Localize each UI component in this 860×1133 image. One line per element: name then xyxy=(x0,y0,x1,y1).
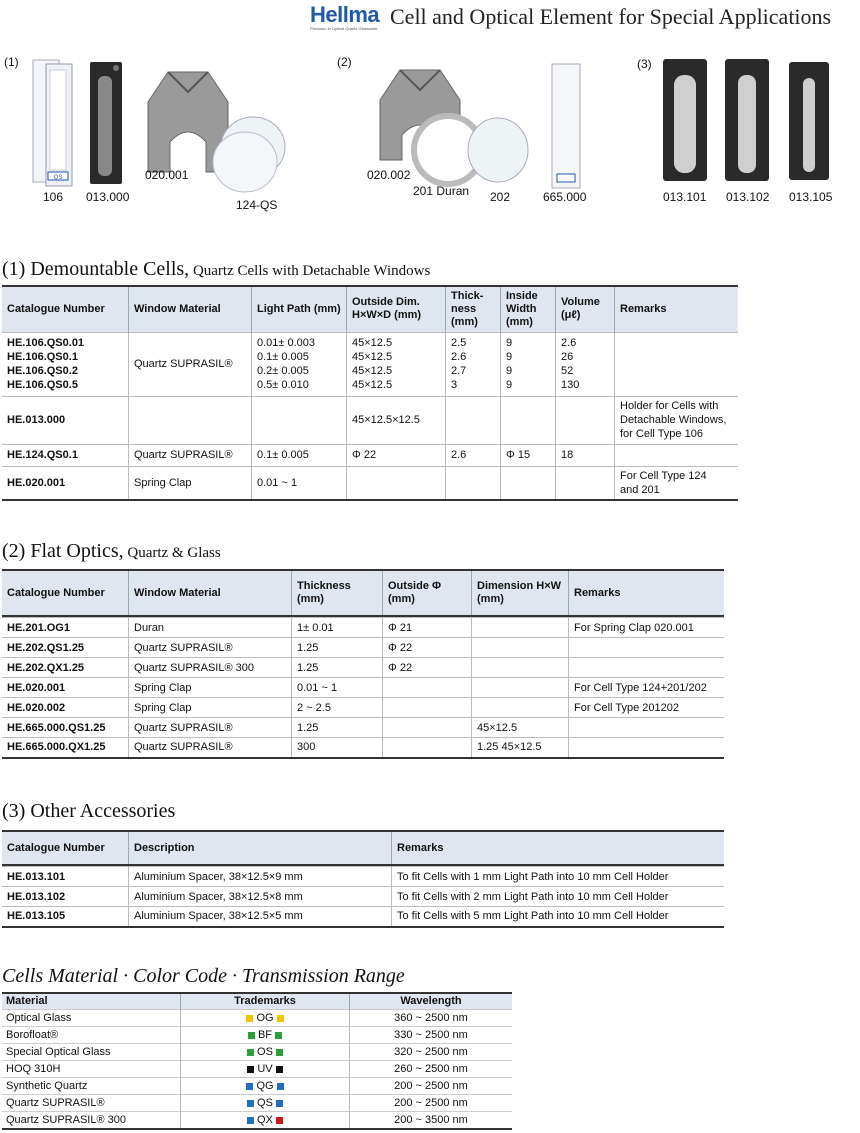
s2-mat: Quartz SUPRASIL® 300 xyxy=(129,658,292,678)
s3-cat: HE.013.105 xyxy=(2,907,129,927)
caption-013102: 013.102 xyxy=(726,190,770,204)
s1-rem: For Cell Type 124 and 201 xyxy=(615,466,739,500)
s1-rem: Holder for Cells with Detachable Windows, for Cell Type 106 xyxy=(615,396,739,444)
s2-od: Φ 22 xyxy=(383,638,472,658)
s2-dim: 45×12.5 xyxy=(472,718,569,738)
caption-013105: 013.105 xyxy=(789,190,833,204)
s1-dim: Φ 22 xyxy=(347,444,446,466)
s2-od xyxy=(383,678,472,698)
disc-124qs-image xyxy=(205,112,295,197)
table-row xyxy=(2,658,724,678)
s1-iw xyxy=(501,466,556,500)
caption-106: 106 xyxy=(43,190,64,204)
s2-rem xyxy=(569,658,725,678)
color-swatch xyxy=(276,1049,283,1056)
material-name: Optical Glass xyxy=(2,1010,181,1027)
wavelength-range: 360 ~ 2500 nm xyxy=(350,1010,513,1027)
s2-mat: Quartz SUPRASIL® xyxy=(129,638,292,658)
s2-od: Φ 22 xyxy=(383,658,472,678)
section2-table xyxy=(2,569,724,617)
s2-rem xyxy=(569,638,725,658)
s2-dim xyxy=(472,698,569,718)
s2-dim xyxy=(472,658,569,678)
s3-desc: Aluminium Spacer, 38×12.5×5 mm xyxy=(129,907,392,927)
trademark-label: QS xyxy=(257,1097,273,1109)
material-name: HOQ 310H xyxy=(2,1061,181,1078)
color-swatch xyxy=(247,1049,254,1056)
s2-dim xyxy=(472,638,569,658)
table-row xyxy=(2,1044,512,1061)
s2-thk: 0.01 ~ 1 xyxy=(292,678,383,698)
s3-rem: To fit Cells with 1 mm Light Path into 10 mm Cell Holder xyxy=(392,867,725,887)
caption-020002: 020.002 xyxy=(367,168,411,182)
s1-iw: Φ 15 xyxy=(501,444,556,466)
table-row xyxy=(2,867,724,887)
table-row xyxy=(2,887,724,907)
s3-desc: Aluminium Spacer, 38×12.5×8 mm xyxy=(129,887,392,907)
s2-od xyxy=(383,738,472,758)
section2-subtitle: Quartz & Glass xyxy=(123,545,221,561)
s1-mat: Quartz SUPRASIL® xyxy=(129,332,252,396)
s2-cat: HE.020.001 xyxy=(2,678,129,698)
caption-013101: 013.101 xyxy=(663,190,707,204)
s3-rem: To fit Cells with 2 mm Light Path into 10 mm Cell Holder xyxy=(392,887,725,907)
s1-mat: Quartz SUPRASIL® xyxy=(129,444,252,466)
material-name: Special Optical Glass xyxy=(2,1044,181,1061)
s2-rem: For Cell Type 201202 xyxy=(569,698,725,718)
table-row xyxy=(2,618,724,638)
s2-mat: Spring Clap xyxy=(129,698,292,718)
material-name: Synthetic Quartz xyxy=(2,1078,181,1095)
s1-lp: 0.01± 0.003 0.1± 0.005 0.2± 0.005 0.5± 0.010 xyxy=(252,332,347,396)
caption-013000: 013.000 xyxy=(86,190,130,204)
s2-header-catalogue: Catalogue Number xyxy=(2,570,129,616)
s2-cat: HE.020.002 xyxy=(2,698,129,718)
s1-lp xyxy=(252,396,347,444)
s1-header-catalogue: Catalogue Number xyxy=(2,286,129,332)
cell-665000-image xyxy=(550,62,584,192)
s2-mat: Duran xyxy=(129,618,292,638)
table-row xyxy=(2,444,738,466)
table-row xyxy=(2,678,724,698)
s2-mat: Spring Clap xyxy=(129,678,292,698)
color-swatch xyxy=(247,1117,254,1124)
s2-header-window: Window Material xyxy=(129,570,292,616)
table-row xyxy=(2,907,724,927)
s2-cat: HE.202.QS1.25 xyxy=(2,638,129,658)
caption-665000: 665.000 xyxy=(543,190,587,204)
s1-iw xyxy=(501,396,556,444)
s2-header-thickness: Thickness (mm) xyxy=(292,570,383,616)
color-swatch xyxy=(276,1066,283,1073)
trademark-code xyxy=(181,1027,350,1044)
s2-od: Φ 21 xyxy=(383,618,472,638)
trademark-code xyxy=(181,1095,350,1112)
table-row xyxy=(2,1061,512,1078)
mat-header-wavelength: Wavelength xyxy=(350,993,513,1010)
s1-cat: HE.124.QS0.1 xyxy=(2,444,129,466)
s1-cat: HE.013.000 xyxy=(2,396,129,444)
s1-header-thickness: Thick-ness (mm) xyxy=(446,286,501,332)
s3-header-catalogue: Catalogue Number xyxy=(2,831,129,865)
trademark-code xyxy=(181,1112,350,1130)
wavelength-range: 200 ~ 2500 nm xyxy=(350,1078,513,1095)
table-row xyxy=(2,466,738,500)
s1-vol: 18 xyxy=(556,444,615,466)
trademark-code xyxy=(181,1061,350,1078)
table-row xyxy=(2,718,724,738)
trademark-code xyxy=(181,1044,350,1061)
wavelength-range: 260 ~ 2500 nm xyxy=(350,1061,513,1078)
s2-cat: HE.201.OG1 xyxy=(2,618,129,638)
s1-rem xyxy=(615,332,739,396)
s1-header-inside: Inside Width (mm) xyxy=(501,286,556,332)
s1-vol: 2.6 26 52 130 xyxy=(556,332,615,396)
spacer-013102-image xyxy=(722,55,772,185)
section1-title-main: (1) Demountable Cells, xyxy=(2,258,190,280)
wavelength-range: 200 ~ 2500 nm xyxy=(350,1095,513,1112)
table-row xyxy=(2,1010,512,1027)
cell-106-image xyxy=(28,58,76,188)
spacer-013105-image xyxy=(786,58,832,186)
section1-table xyxy=(2,285,738,501)
s1-thk: 2.6 xyxy=(446,444,501,466)
s3-header-description: Description xyxy=(129,831,392,865)
caption-124qs: 124-QS xyxy=(236,198,278,212)
materials-table xyxy=(2,992,512,1130)
s1-iw: 9 9 9 9 xyxy=(501,332,556,396)
color-swatch xyxy=(276,1100,283,1107)
section2-title-main: (2) Flat Optics, xyxy=(2,540,124,562)
s2-thk: 2 ~ 2.5 xyxy=(292,698,383,718)
caption-201-duran: 201 Duran xyxy=(413,184,470,198)
s1-thk: 2.5 2.6 2.7 3 xyxy=(446,332,501,396)
trademark-label: BF xyxy=(257,1029,273,1041)
color-swatch xyxy=(277,1015,284,1022)
s1-vol xyxy=(556,396,615,444)
s1-rem xyxy=(615,444,739,466)
wavelength-range: 200 ~ 3500 nm xyxy=(350,1112,513,1130)
materials-title: Cells Material · Color Code · Transmission Range xyxy=(2,965,405,987)
page-title: Cell and Optical Element for Special Applications xyxy=(390,4,832,29)
s2-rem: For Spring Clap 020.001 xyxy=(569,618,725,638)
s2-od xyxy=(383,718,472,738)
material-name: Borofloat® xyxy=(2,1027,181,1044)
s1-mat: Spring Clap xyxy=(129,466,252,500)
brand-tagline: Precision in Optical Quartz Glassware xyxy=(310,26,378,31)
s1-header-outside: Outside Dim. H×W×D (mm) xyxy=(347,286,446,332)
group-label-1: (1) xyxy=(4,55,19,69)
group-label-2: (2) xyxy=(337,55,352,69)
trademark-label: UV xyxy=(257,1063,273,1075)
color-swatch xyxy=(275,1032,282,1039)
s1-cat: HE.020.001 xyxy=(2,466,129,500)
s2-cat: HE.665.000.QX1.25 xyxy=(2,738,129,758)
color-swatch xyxy=(248,1032,255,1039)
s2-thk: 1.25 xyxy=(292,658,383,678)
s3-rem: To fit Cells with 5 mm Light Path into 10 mm Cell Holder xyxy=(392,907,725,927)
s1-thk xyxy=(446,396,501,444)
s2-cat: HE.665.000.QS1.25 xyxy=(2,718,129,738)
s1-vol xyxy=(556,466,615,500)
section2-title xyxy=(2,540,221,563)
trademark-code xyxy=(181,1010,350,1027)
s2-cat: HE.202.QX1.25 xyxy=(2,658,129,678)
group-label-3: (3) xyxy=(637,57,652,71)
color-swatch xyxy=(276,1117,283,1124)
s1-cat: HE.106.QS0.01 HE.106.QS0.1 HE.106.QS0.2 HE.106.QS0.5 xyxy=(2,332,129,396)
s1-lp: 0.01 ~ 1 xyxy=(252,466,347,500)
s2-thk: 1.25 xyxy=(292,718,383,738)
s1-dim xyxy=(347,466,446,500)
table-row xyxy=(2,396,738,444)
s1-dim: 45×12.5 45×12.5 45×12.5 45×12.5 xyxy=(347,332,446,396)
color-swatch xyxy=(247,1100,254,1107)
s3-cat: HE.013.102 xyxy=(2,887,129,907)
trademark-code xyxy=(181,1078,350,1095)
s2-mat: Quartz SUPRASIL® xyxy=(129,738,292,758)
color-swatch xyxy=(246,1015,253,1022)
material-name: Quartz SUPRASIL® xyxy=(2,1095,181,1112)
s2-thk: 1± 0.01 xyxy=(292,618,383,638)
s1-thk xyxy=(446,466,501,500)
s2-rem: For Cell Type 124+201/202 xyxy=(569,678,725,698)
table-row xyxy=(2,698,724,718)
table-row xyxy=(2,332,738,396)
s2-thk: 1.25 xyxy=(292,638,383,658)
s1-dim: 45×12.5×12.5 xyxy=(347,396,446,444)
wavelength-range: 330 ~ 2500 nm xyxy=(350,1027,513,1044)
wavelength-range: 320 ~ 2500 nm xyxy=(350,1044,513,1061)
table-row xyxy=(2,1027,512,1044)
holder-013000-image xyxy=(86,58,128,188)
spacer-013101-image xyxy=(660,55,710,185)
s2-dim xyxy=(472,678,569,698)
table-row xyxy=(2,1078,512,1095)
table-row xyxy=(2,1112,512,1130)
s3-header-remarks: Remarks xyxy=(392,831,725,865)
table-row xyxy=(2,1095,512,1112)
s2-dim: 1.25 45×12.5 xyxy=(472,738,569,758)
color-swatch xyxy=(277,1083,284,1090)
trademark-label: OG xyxy=(256,1012,274,1024)
caption-020001: 020.001 xyxy=(145,168,189,182)
s2-header-dimension: Dimension H×W (mm) xyxy=(472,570,569,616)
s1-header-window: Window Material xyxy=(129,286,252,332)
s2-od xyxy=(383,698,472,718)
s2-header-outside: Outside Φ (mm) xyxy=(383,570,472,616)
s1-lp: 0.1± 0.005 xyxy=(252,444,347,466)
table-row xyxy=(2,638,724,658)
section1-title xyxy=(2,258,430,281)
brand-logo xyxy=(310,4,390,32)
s2-header-remarks: Remarks xyxy=(569,570,725,616)
material-name: Quartz SUPRASIL® 300 xyxy=(2,1112,181,1130)
s3-desc: Aluminium Spacer, 38×12.5×9 mm xyxy=(129,867,392,887)
s2-rem xyxy=(569,718,725,738)
s1-header-lightpath: Light Path (mm) xyxy=(252,286,347,332)
s2-thk: 300 xyxy=(292,738,383,758)
s2-mat: Quartz SUPRASIL® xyxy=(129,718,292,738)
table-row xyxy=(2,738,724,758)
s2-rem xyxy=(569,738,725,758)
mat-header-trademarks: Trademarks xyxy=(181,993,350,1010)
s2-dim xyxy=(472,618,569,638)
section3-title: (3) Other Accessories xyxy=(2,800,176,822)
s1-mat xyxy=(129,396,252,444)
cell-label: QS xyxy=(53,175,63,181)
s3-cat: HE.013.101 xyxy=(2,867,129,887)
section3-table xyxy=(2,830,724,866)
trademark-label: OS xyxy=(257,1046,273,1058)
s1-header-remarks: Remarks xyxy=(615,286,739,332)
trademark-label: QG xyxy=(256,1080,274,1092)
section2-table-body xyxy=(2,617,724,759)
trademark-label: QX xyxy=(257,1114,273,1126)
brand-name: Hellma xyxy=(310,2,380,27)
section1-subtitle: Quartz Cells with Detachable Windows xyxy=(189,263,431,279)
s1-header-volume: Volume (μℓ) xyxy=(556,286,615,332)
section3-table-body xyxy=(2,866,724,928)
color-swatch xyxy=(246,1083,253,1090)
color-swatch xyxy=(247,1066,254,1073)
caption-202: 202 xyxy=(490,190,511,204)
mat-header-material: Material xyxy=(2,993,181,1010)
disc-201-202-image xyxy=(410,110,540,190)
